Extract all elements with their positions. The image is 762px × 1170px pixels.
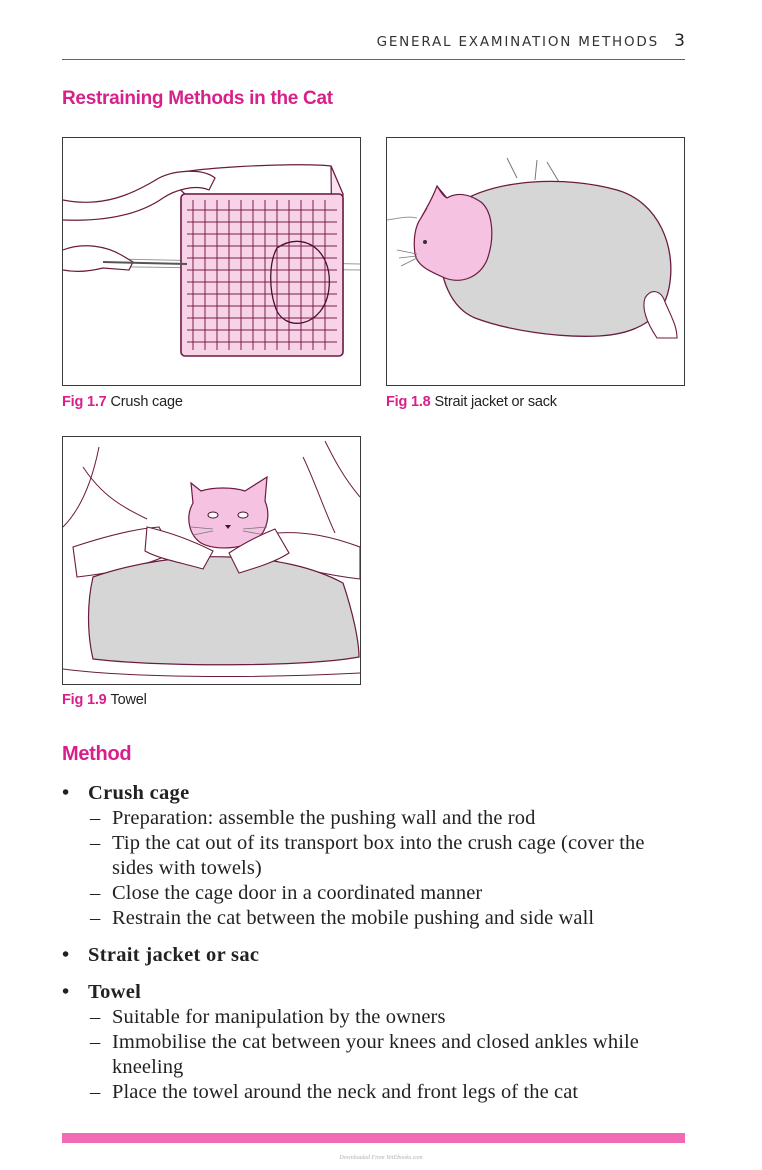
page-number: 3 xyxy=(674,31,685,51)
figure-caption-text: Towel xyxy=(110,692,147,708)
section-title-method: Method xyxy=(62,743,132,765)
towel-illustration xyxy=(63,437,360,684)
figure-number: Fig 1.8 xyxy=(386,394,431,410)
list-item xyxy=(62,906,687,931)
list-item-text: Tip the cat out of its transport box into the crush cage (cover the sides with towels) xyxy=(112,832,645,879)
strait-jacket-illustration xyxy=(387,138,684,385)
list-item-text: Restrain the cat between the mobile pushing and side wall xyxy=(112,907,595,929)
running-header xyxy=(62,30,685,60)
list-item xyxy=(62,1005,687,1030)
bullet-heading xyxy=(62,980,687,1005)
list-item-text: Place the towel around the neck and front legs of the cat xyxy=(112,1081,579,1103)
list-item xyxy=(62,1030,687,1080)
method-bullet-crush-cage xyxy=(62,781,687,931)
bullet-heading xyxy=(62,781,687,806)
list-item-text: Suitable for manipulation by the owners xyxy=(112,1006,446,1028)
footer-watermark: Downloaded From VetEbooks.com xyxy=(339,1155,423,1161)
figure-number: Fig 1.7 xyxy=(62,394,107,410)
figure-towel xyxy=(62,436,361,685)
list-item xyxy=(62,806,687,831)
list-item-text: Immobilise the cat between your knees and closed ankles while kneeling xyxy=(112,1031,639,1078)
dash-icon: – xyxy=(90,807,101,829)
list-item xyxy=(62,831,687,881)
figure-strait-jacket xyxy=(386,137,685,386)
caption-fig-1-8 xyxy=(386,394,557,410)
dash-icon: – xyxy=(90,1006,101,1028)
dash-icon: – xyxy=(90,1081,101,1103)
bullet-dot-icon: • xyxy=(62,981,70,1003)
list-item xyxy=(62,881,687,906)
footer-bar xyxy=(62,1133,685,1143)
method-bullet-towel xyxy=(62,980,687,1105)
list-item-text: Close the cage door in a coordinated manner xyxy=(112,882,483,904)
method-bullet-strait-jacket xyxy=(62,943,687,968)
bullet-title: Crush cage xyxy=(88,782,190,804)
list-item xyxy=(62,1080,687,1105)
header-title: GENERAL EXAMINATION METHODS xyxy=(376,34,659,50)
dash-icon: – xyxy=(90,882,101,904)
caption-fig-1-7 xyxy=(62,394,183,410)
bullet-dot-icon: • xyxy=(62,782,70,804)
dash-icon: – xyxy=(90,1031,101,1053)
bullet-dot-icon: • xyxy=(62,944,70,966)
figure-caption-text: Strait jacket or sack xyxy=(434,394,557,410)
list-item-text: Preparation: assemble the pushing wall and the rod xyxy=(112,807,536,829)
bullet-heading xyxy=(62,943,687,968)
bullet-title: Strait jacket or sac xyxy=(88,944,260,966)
bullet-title: Towel xyxy=(88,981,142,1003)
dash-icon: – xyxy=(90,832,101,854)
dash-icon: – xyxy=(90,907,101,929)
section-title-restraining: Restraining Methods in the Cat xyxy=(62,88,333,109)
crush-cage-illustration xyxy=(63,138,360,385)
caption-fig-1-9 xyxy=(62,692,147,708)
figure-crush-cage xyxy=(62,137,361,386)
figure-caption-text: Crush cage xyxy=(110,394,183,410)
figure-number: Fig 1.9 xyxy=(62,692,107,708)
